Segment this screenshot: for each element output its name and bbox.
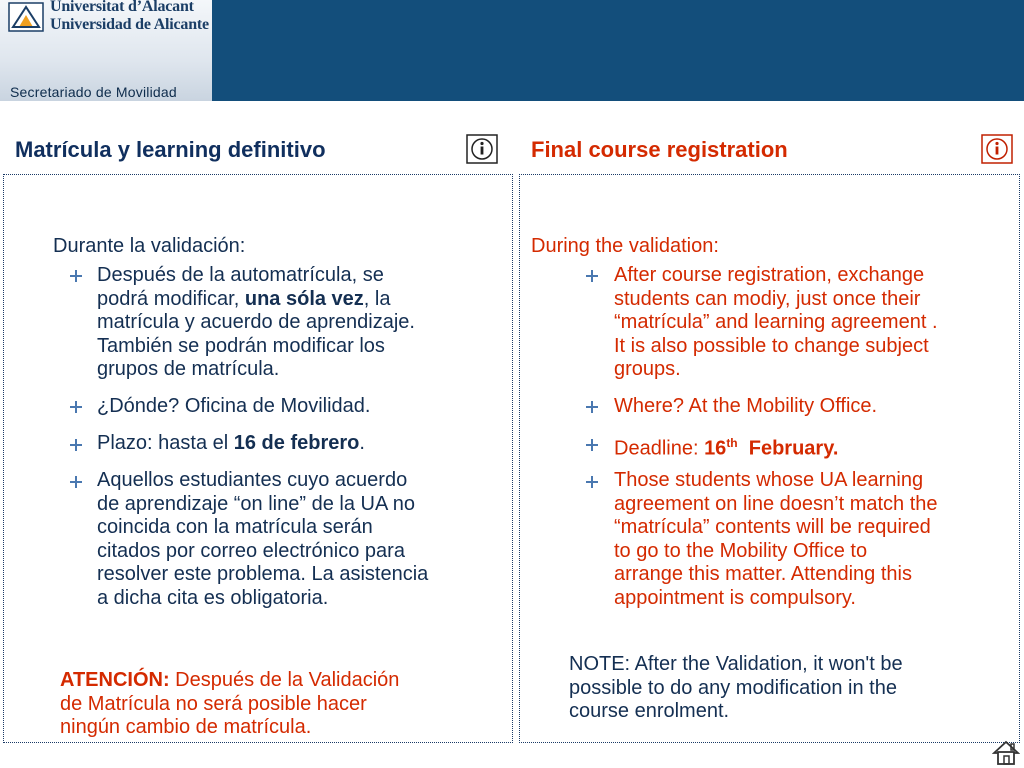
bullet-line: de aprendizaje “on line” de la UA no — [97, 492, 415, 515]
bullet-text: Plazo: hasta el — [97, 432, 234, 454]
bullet-es-1 — [97, 264, 507, 382]
bullet-line: Después de la automatrícula, se — [97, 264, 384, 286]
bullet-line — [97, 288, 507, 312]
bullet-bold: 16 — [704, 437, 727, 460]
note-line: de Matrícula no será posible hacer — [60, 692, 367, 715]
note-bold: ATENCIÓN: — [60, 669, 170, 691]
university-logo — [8, 2, 44, 32]
bullet-line: groups. — [614, 358, 681, 380]
bullet-line: Those students whose UA learning — [614, 469, 924, 491]
lead-english: During the validation: — [531, 235, 719, 257]
bullet-es-3 — [97, 432, 365, 456]
bullet-line: “matrícula” and learning agreement . — [614, 311, 938, 333]
bullet-line: Aquellos estudiantes cuyo acuerdo — [97, 469, 408, 491]
bullet-text: . — [359, 432, 365, 454]
bullet-line: arrange this matter. Attending this — [614, 563, 912, 585]
title-spanish: Matrícula y learning definitivo — [15, 137, 326, 162]
bullet-text: Deadline: — [614, 437, 705, 460]
note-line — [60, 669, 500, 693]
note-text: Después de la Validación — [169, 669, 400, 691]
note-spanish — [60, 669, 500, 740]
title-english: Final course registration — [531, 137, 788, 162]
cross-bullet-icon — [586, 401, 598, 413]
bullet-es-4 — [97, 469, 507, 610]
bullet-en-2: Where? At the Mobility Office. — [614, 395, 878, 417]
university-name-ca: Universitat d’Alacant — [50, 0, 194, 15]
note-english — [569, 653, 1009, 724]
bullet-text: , la — [363, 287, 391, 310]
bullet-line: También se podrán modificar los — [97, 334, 385, 357]
bullet-line: matrícula y acuerdo de aprendizaje. — [97, 311, 415, 333]
bullet-line: to go to the Mobility Office to — [614, 539, 868, 562]
bullet-line: coincida con la matrícula serán — [97, 516, 373, 538]
cross-bullet-icon — [70, 270, 82, 282]
note-line: NOTE: After the Validation, it won't be — [569, 653, 903, 675]
bullet-en-3 — [614, 432, 838, 461]
cross-bullet-icon — [586, 439, 598, 451]
cross-bullet-icon — [70, 401, 82, 413]
bullet-bold: 16 de febrero — [233, 432, 360, 454]
note-line: possible to do any modification in the — [569, 676, 897, 699]
bullet-line: It is also possible to change subject — [614, 334, 929, 357]
bullet-line: “matrícula” contents will be required — [614, 516, 931, 538]
cross-bullet-icon — [70, 476, 82, 488]
bullet-sup: th — [726, 436, 738, 450]
bullet-line: students can modiy, just once their — [614, 287, 921, 310]
info-icon[interactable] — [981, 134, 1013, 164]
bullet-line: After course registration, exchange — [614, 264, 925, 286]
note-line: course enrolment. — [569, 700, 730, 722]
note-line: ningún cambio de matrícula. — [60, 716, 312, 738]
bullet-line: grupos de matrícula. — [97, 358, 280, 380]
bullet-line: agreement on line doesn’t match the — [614, 492, 938, 515]
university-name-es: Universidad de Alicante — [50, 16, 209, 33]
bullet-line: citados por correo electrónico para — [97, 539, 405, 562]
bullet-text: podrá modificar, — [97, 287, 245, 310]
bullet-line: a dicha cita es obligatoria. — [97, 586, 329, 609]
department-name: Secretariado de Movilidad — [10, 84, 177, 100]
lead-spanish: Durante la validación: — [53, 235, 246, 257]
bullet-en-1 — [614, 264, 1014, 382]
cross-bullet-icon — [586, 270, 598, 282]
bullet-line: appointment is compulsory. — [614, 586, 856, 609]
home-icon[interactable] — [992, 740, 1020, 766]
cross-bullet-icon — [70, 439, 82, 451]
bullet-bold: February. — [737, 437, 839, 460]
header-logo-area — [0, 0, 212, 101]
info-icon[interactable] — [466, 134, 498, 164]
bullet-bold: una sóla vez — [244, 287, 364, 310]
bullet-line: resolver este problema. La asistencia — [97, 563, 429, 585]
spanish-panel — [3, 174, 513, 743]
bullet-es-2: ¿Dónde? Oficina de Movilidad. — [97, 395, 371, 417]
bullet-en-4 — [614, 469, 1014, 610]
cross-bullet-icon — [586, 476, 598, 488]
